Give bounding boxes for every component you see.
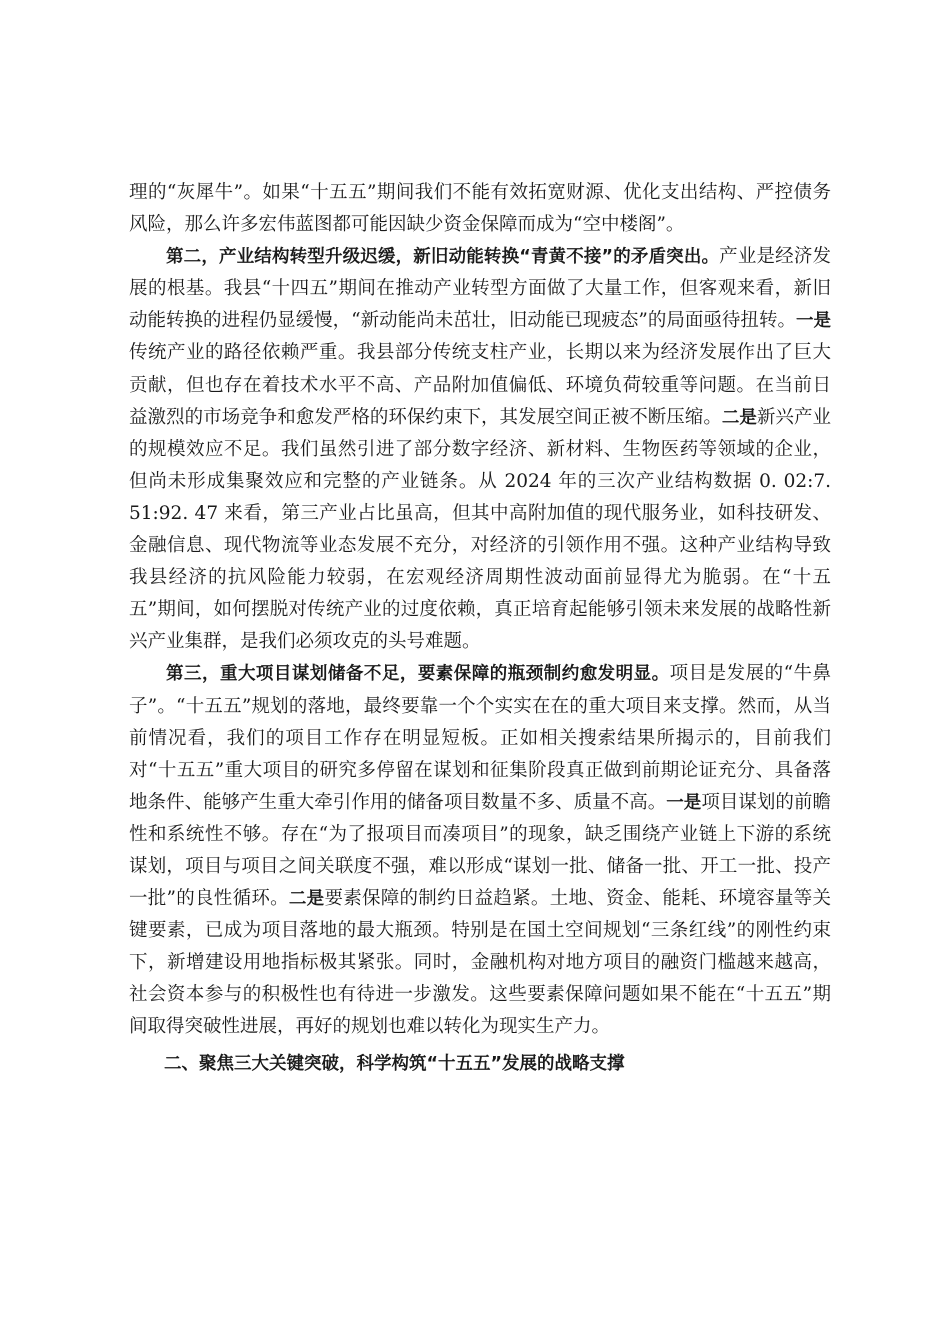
ordinal-marker: 二是 [721,407,757,428]
ordinal-marker: 一是 [666,792,702,813]
paragraph-text: 项目是发展的“牛鼻子”。“十五五”规划的落地，最终要靠一个个实实在在的重大项目来支撑。然而，从当前情况看，我们的项目工作存在明显短板。正如相关搜索结果所揭示的，目前我们对“十五五”重大项目的研究多停留在谋划和征集阶段真正做到前期论证充分、具备落地条件、能够产生重大牵引作用的储备项目数量不多、质量不高。 [129,663,831,813]
paragraph-text: 产业是经济发展的根基。我县“十四五”期间在推动产业转型方面做了大量工作，但客观来看，新旧动能转换的进程仍显缓慢，“新动能尚未茁壮，旧动能已现疲态”的局面亟待扭转。 [129,246,831,332]
paragraph-text: 理的“灰犀牛”。如果“十五五”期间我们不能有效拓宽财源、优化支出结构、严控债务风险，那么许多宏伟蓝图都可能因缺少资金保障而成为“空中楼阁”。 [129,182,831,236]
paragraph-text: 项目谋划的前瞻性和系统性不够。存在“为了报项目而凑项目”的现象，缺乏围绕产业链上下游的系统谋划，项目与项目之间关联度不强，难以形成“谋划一批、储备一批、开工一批、投产一批”的良性循环。 [129,791,831,910]
ordinal-marker: 二是 [288,889,325,910]
paragraph-text: 传统产业的路径依赖严重。我县部分传统支柱产业，长期以来为经济发展作出了巨大贡献，但也存在着技术水平不高、产品附加值偏低、环境负荷较重等问题。在当前日益激烈的市场竞争和愈发严格的环保约束下，其发展空间正被不断压缩。 [129,342,831,428]
paragraph-lead-sentence: 第三，重大项目谋划储备不足，要素保障的瓶颈制约愈发明显。 [166,664,670,685]
ordinal-marker: 一是 [795,311,831,332]
paragraph-lead-sentence: 第二，产业结构转型升级迟缓，新旧动能转换“青黄不接”的矛盾突出。 [166,247,720,268]
paragraph-major-projects [129,658,831,1043]
paragraph-text: 要素保障的制约日益趋紧。土地、资金、能耗、环境容量等关键要素，已成为项目落地的最大瓶颈。特别是在国土空间规划“三条红线”的刚性约束下，新增建设用地指标极其紧张。同时，金融机构对地方项目的融资门槛越来越高，社会资本参与的积极性也有待进一步激发。这些要素保障问题如果不能在“十五五”期间取得突破性进展，再好的规划也难以转化为现实生产力。 [129,888,831,1038]
paragraph-industry-structure [129,241,831,658]
paragraph-text: 新兴产业的规模效应不足。我们虽然引进了部分数字经济、新材料、生物医药等领域的企业，但尚未形成集聚效应和完整的产业链条。从 2024 年的三次产业结构数据 0. 02:7. 51:92. 47 来看，第三产业占比虽高，但其中高附加值的现代服务业，如科技研发、金融信息、现代物流等业态发展不充分，对经济的引领作用不强。这种产业结构导致我县经济的抗风险能力较弱，在宏观经济周期性波动面前显得尤为脆弱。在“十五五”期间，如何摆脱对传统产业的过度依赖，真正培育起能够引领未来发展的战略性新兴产业集群，是我们必须攻克的头号难题。 [129,406,831,653]
section-heading: 二、聚焦三大关键突破，科学构筑“十五五”发展的战略支撑 [164,1053,625,1074]
paragraph-continuation [129,177,831,241]
document-body [129,177,831,1080]
